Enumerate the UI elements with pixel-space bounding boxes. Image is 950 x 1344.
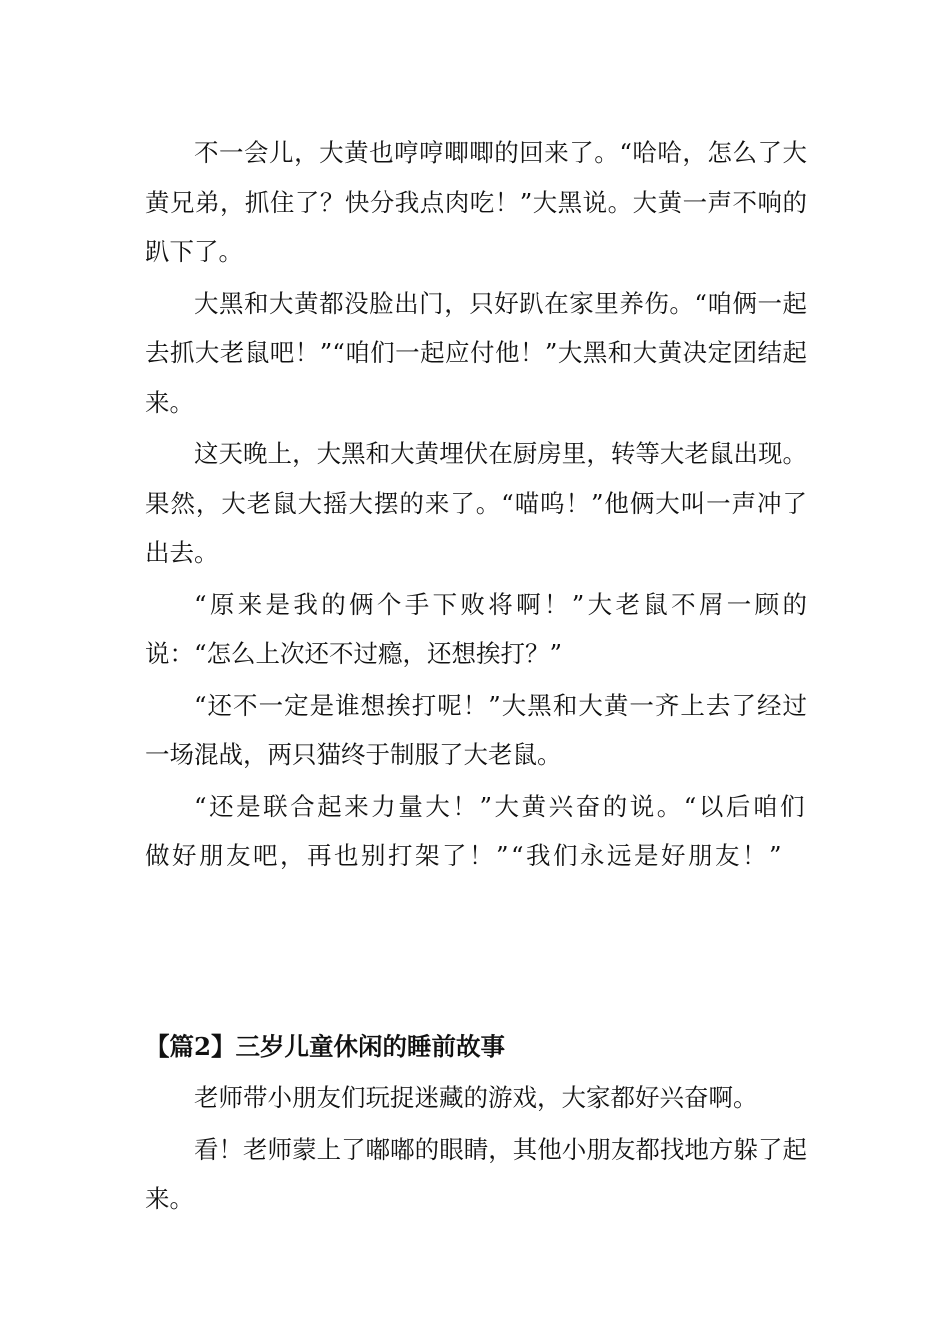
paragraph-5: “还不一定是谁想挨打呢！”大黑和大黄一齐上去了经过一场混战，两只猫终于制服了大老鼠。: [145, 690, 807, 769]
story-body: [145, 128, 807, 883]
paragraph-4: “原来是我的俩个手下败将啊！”大老鼠不屑一顾的说：“怎么上次还不过瘾，还想挨打？”: [145, 589, 807, 668]
story2-body: [145, 1073, 807, 1226]
paragraph-6: “还是联合起来力量大！”大黄兴奋的说。“以后咱们做好朋友吧，再也别打架了！”“我们永远是好朋友！”: [145, 791, 807, 870]
paragraph-2: 大黑和大黄都没脸出门，只好趴在家里养伤。“咱俩一起去抓大老鼠吧！”“咱们一起应付他！”大黑和大黄决定团结起来。: [145, 288, 807, 417]
story2-paragraph-2: 看！老师蒙上了嘟嘟的眼睛，其他小朋友都找地方躲了起来。: [145, 1134, 807, 1213]
paragraph-3: 这天晚上，大黑和大黄埋伏在厨房里，转等大老鼠出现。果然，大老鼠大摇大摆的来了。“喵呜！”他俩大叫一声冲了出去。: [145, 439, 807, 567]
paragraph-1: 不一会儿，大黄也哼哼唧唧的回来了。“哈哈，怎么了大黄兄弟，抓住了？快分我点肉吃！”大黑说。大黄一声不响的趴下了。: [145, 138, 807, 266]
story2-paragraph-1: 老师带小朋友们玩捉迷藏的游戏，大家都好兴奋啊。: [194, 1083, 758, 1112]
section-heading: 【篇2】三岁儿童休闲的睡前故事: [145, 1032, 506, 1061]
